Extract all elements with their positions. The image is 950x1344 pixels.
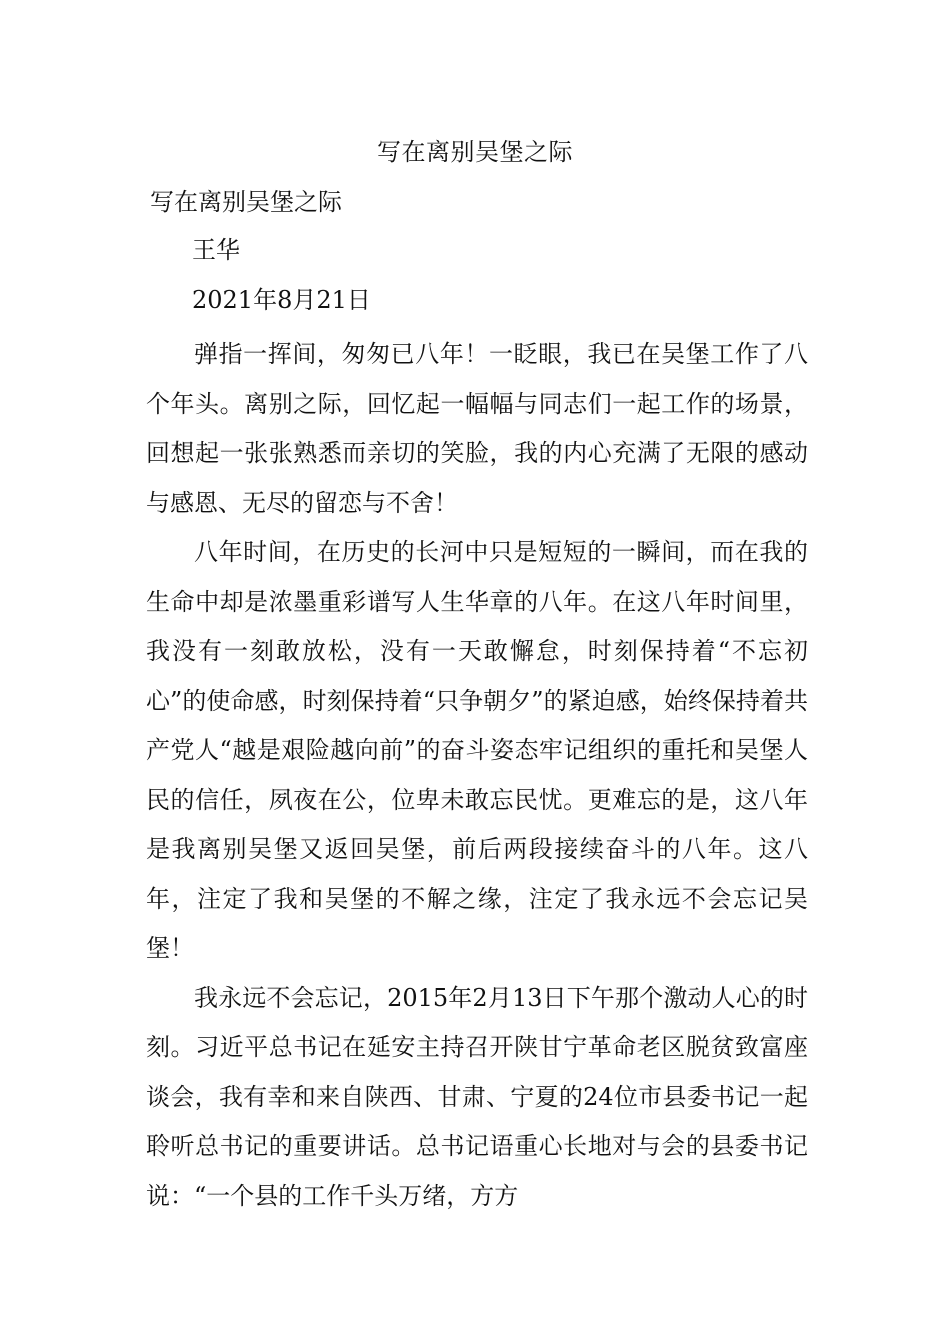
paragraph: 八年时间，在历史的长河中只是短短的一瞬间，而在我的生命中却是浓墨重彩谱写人生华章的八年。在这八年时间里，我没有一刻敢放松，没有一天敢懈怠，时刻保持着“不忘初心”的使命感，时刻保持着“只争朝夕”的紧迫感，始终保持着共产党人“越是艰险越向前”的奋斗姿态牢记组织的重托和吴堡人民的信任，夙夜在公，位卑未敢忘民忧。更难忘的是，这八年是我离别吴堡又返回吴堡，前后两段接续奋斗的八年。这八年，注定了我和吴堡的不解之缘，注定了我永远不会忘记吴堡！ bbox=[146, 538, 808, 962]
paragraph: 我永远不会忘记，2015年2月13日下午那个激动人心的时刻。习近平总书记在延安主持召开陕甘宁革命老区脱贫致富座谈会，我有幸和来自陕西、甘肃、宁夏的24位市县委书记一起聆听总书记的重要讲话。总书记语重心长地对与会的县委书记说：“一个县的工作千头万绪，方方 bbox=[146, 983, 808, 1210]
article-title: 写在离别吴堡之际 bbox=[150, 188, 342, 216]
article-body bbox=[146, 330, 808, 1221]
document-title: 写在离别吴堡之际 bbox=[377, 138, 573, 166]
author-name: 王华 bbox=[192, 236, 240, 264]
paragraph: 弹指一挥间，匆匆已八年！一眨眼，我已在吴堡工作了八个年头。离别之际，回忆起一幅幅与同志们一起工作的场景，回想起一张张熟悉而亲切的笑脸，我的内心充满了无限的感动与感恩、无尽的留恋与不舍！ bbox=[146, 340, 808, 517]
article-date: 2021年8月21日 bbox=[192, 286, 371, 314]
